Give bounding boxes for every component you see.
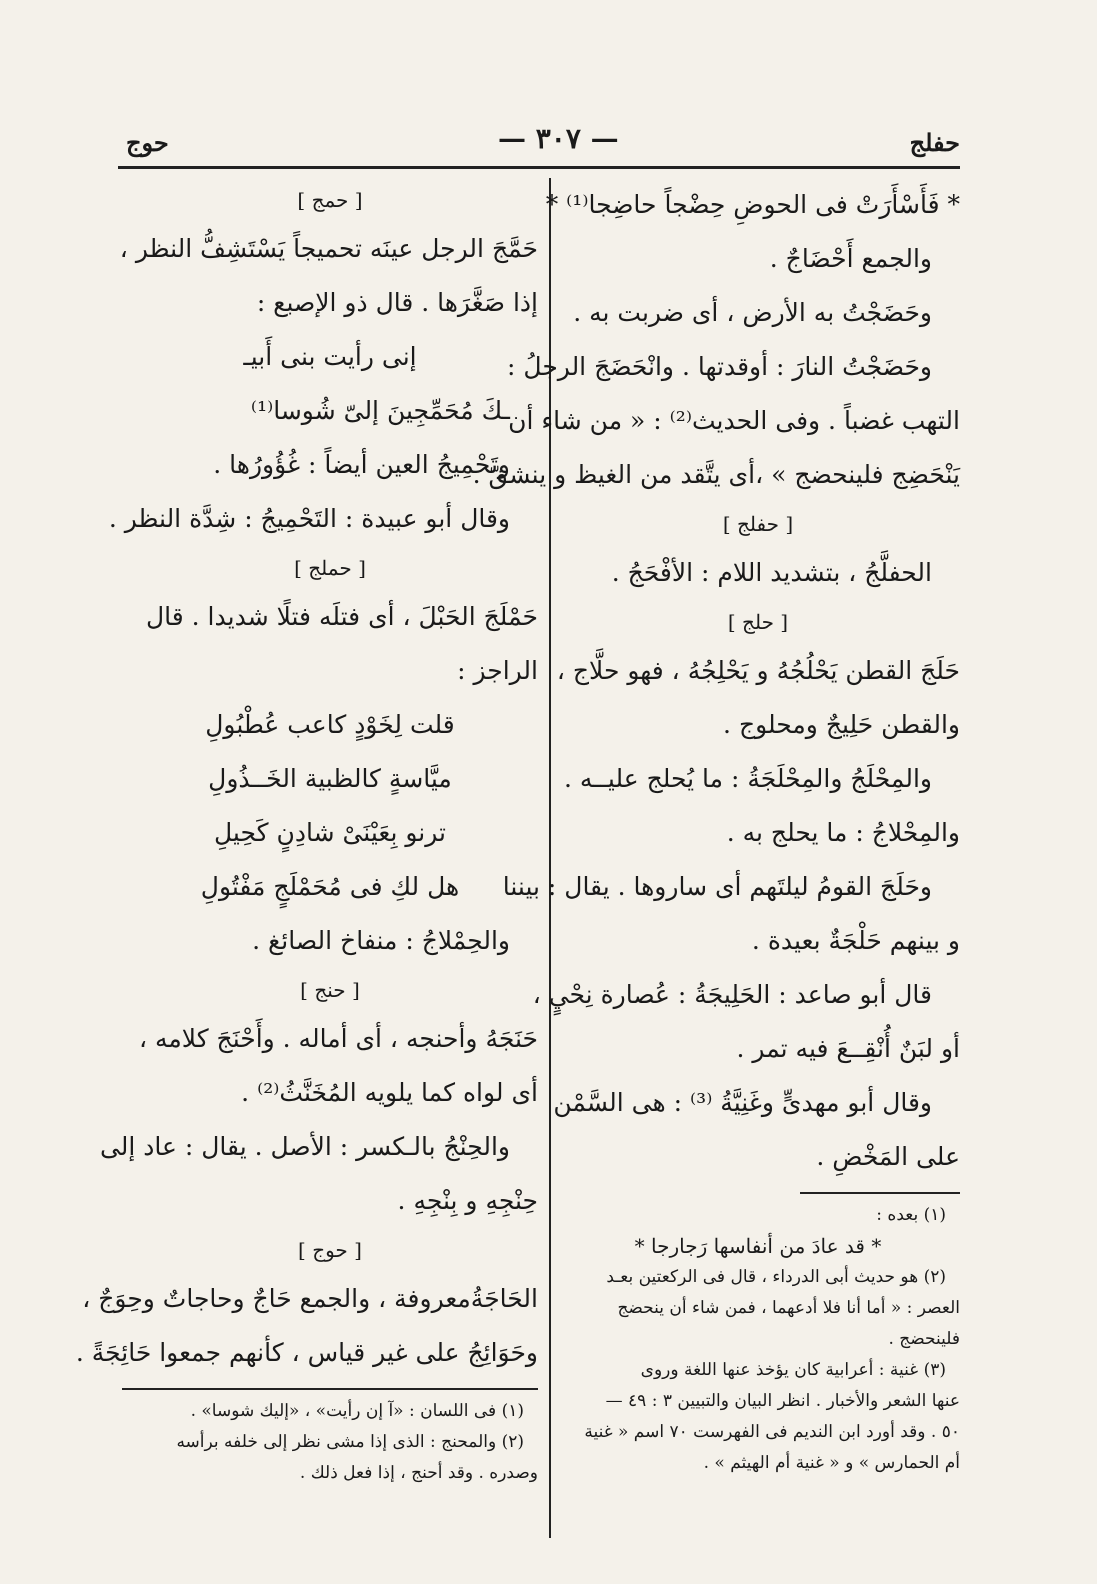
text-line: والمِحْلاجُ : ما يحلج به .: [726, 818, 960, 847]
text-line: وحَضَجْتُ به الأرض ، أى ضربت به .: [573, 298, 932, 327]
text-line: والقطن حَلِيجٌ ومحلوج .: [723, 710, 960, 739]
text-line: التهب غضباً . وفى الحديث⁽²⁾ : « من شاء أن: [508, 406, 960, 435]
verse-line: ـكَ مُحَمِّجِينَ إلىّ شُوسا⁽¹⁾: [250, 396, 510, 425]
text-line: على المَخْضِ .: [816, 1142, 960, 1171]
text-line: و بينهم حَلْجَةٌ بعيدة .: [751, 926, 960, 955]
footnote: فلينحضج .: [888, 1329, 960, 1349]
footnote: (٣) غنية : أعرابية كان يؤخذ عنها اللغة وروى: [640, 1360, 946, 1380]
text-line: الراجز :: [457, 656, 538, 685]
entry-heading: [ حوج ]: [298, 1238, 362, 1262]
verse-line: هل لكِ فى مُحَمْلَجٍ مَفْتُولِ: [200, 872, 460, 901]
text-line: حِنْجِهِ و بِنْجِهِ .: [397, 1186, 538, 1215]
header-root-left: حوج: [126, 128, 169, 157]
text-line: حَلَجَ القطن يَحْلُجُهُ و يَحْلِجُهُ ، فهو حلَّاج ،: [556, 656, 960, 685]
text-line: قال أبو صاعد : الحَلِيجَةُ : عُصارة نِحْيٍ ،: [532, 980, 932, 1009]
footnote: (١) بعده :: [876, 1205, 946, 1225]
page-header: [118, 122, 960, 164]
left-column: [75, 178, 538, 1489]
text-line: حَمَّجَ الرجل عينَه تحميجاً يَسْتَشِفُّ النظر ،: [119, 234, 538, 263]
footnote: وصدره . وقد أحنج ، إذا فعل ذلك .: [299, 1463, 538, 1483]
header-root-right: حفلج: [909, 128, 960, 157]
text-line: والحِنْجُ بالـكسر : الأصل . يقال : عاد إلى: [99, 1132, 510, 1161]
footnote: العصر : « أما أنا فلا أدعهما ، فمن شاء أن ينحضج: [617, 1298, 960, 1318]
footnote: (١) فى اللسان : «آ إن رأيت» ، «إليك شوسا» .: [190, 1401, 524, 1421]
text-line: حَنَجَهُ وأحنجه ، أى أماله . وأَحْنَجَ كلامه ،: [138, 1024, 538, 1053]
entry-heading: [ حلج ]: [727, 610, 789, 634]
header-rule: [118, 166, 960, 169]
footnote: ٥٠ . وقد أورد ابن النديم فى الفهرست ٧٠ اسم « غنية: [584, 1422, 960, 1442]
text-line: الحَاجَةُمعروفة ، والجمع حَاجٌ وحاجاتٌ وحِوَجٌ ،: [82, 1284, 538, 1313]
page-number: — ٣٠٧ —: [498, 122, 619, 155]
entry-heading: [ حنج ]: [300, 978, 360, 1002]
text-line: والجمع أَحْضَاجٌ .: [769, 244, 932, 273]
footnote: (٢) هو حديث أبى الدرداء ، قال فى الركعتين بعـد: [606, 1267, 946, 1287]
text-line: أو لبَنٌ أُنْقِــعَ فيه تمر .: [736, 1034, 960, 1063]
text-line: وحَوَائِجُ على غير قياس ، كأنهم جمعوا حَائِجَةً .: [75, 1338, 538, 1367]
text-line: أى لواه كما يلويه المُخَنَّثُ⁽²⁾ .: [241, 1078, 538, 1107]
text-line: وحَلَجَ القومُ ليلتَهم أى ساروها . يقال : بيننا: [502, 872, 932, 901]
verse-line: قلت لِخَوْدٍ كاعب عُطْبُولِ: [205, 710, 455, 739]
text-line: وقال أبو مهدىٍّ وغَنِيَّةُ ⁽³⁾ : هى السَّمْن: [553, 1088, 932, 1117]
footnote: (٢) والمحنج : الذى إذا مشى نظر إلى خلفه برأسه: [176, 1432, 524, 1452]
verse-line: ميَّاسةٍ كالظبية الخَــذُولِ: [208, 764, 452, 793]
text-line: وقال أبو عبيدة : التَحْمِيجُ : شِدَّة النظر .: [108, 504, 510, 533]
verse-line: إنى رأيت بنى أَبيـ: [243, 342, 417, 371]
text-line: إذا صَغَّرَها . قال ذو الإصبع :: [256, 288, 538, 317]
verse-line: ترنو بِعَيْنَىْ شادِنٍ كَحِيلِ: [214, 818, 446, 847]
text-line: والمِحْلَجُ والمِحْلَجَةُ : ما يُحلج عليــه .: [563, 764, 932, 793]
entry-heading: [ حمج ]: [297, 188, 363, 212]
footnote: أم الحمارس » و « غنية أم الهيثم » .: [703, 1453, 960, 1473]
text-line: والحِمْلاجُ : منفاخ الصائغ .: [252, 926, 510, 955]
text-line: وحَضَجْتُ النارَ : أوقدتها . وانْحَضَجَ الرجلُ :: [507, 352, 932, 381]
text-line: الحفلَّجُ ، بتشديد اللام : الأفْحَجُ .: [611, 558, 932, 587]
verse-line: * فَأَسْأَرَتْ فى الحوضِ حِضْجاً حاضِجا⁽¹⁾ *: [545, 190, 960, 219]
footnote: عنها الشعر والأخبار . انظر البيان والتبيين ٣ : ٤٩ —: [605, 1391, 960, 1411]
text-line: يَنْحَضِج فلينحضج » ،أى يتَّقد من الغيظ و ينشقّ .: [472, 460, 960, 489]
footnote-verse: * قد عادَ من أنفاسها رَجارجا *: [634, 1234, 882, 1258]
entry-heading: [ حملج ]: [294, 556, 366, 580]
footnote-rule: [800, 1192, 960, 1194]
entry-heading: [ حفلج ]: [722, 512, 794, 536]
footnote-rule: [122, 1388, 538, 1390]
text-line: حَمْلَجَ الحَبْلَ ، أى فتلَه فتلًا شديدا . قال: [145, 602, 538, 631]
text-line: وتَحْمِيجُ العين أيضاً : غُؤُورُها .: [213, 450, 510, 479]
